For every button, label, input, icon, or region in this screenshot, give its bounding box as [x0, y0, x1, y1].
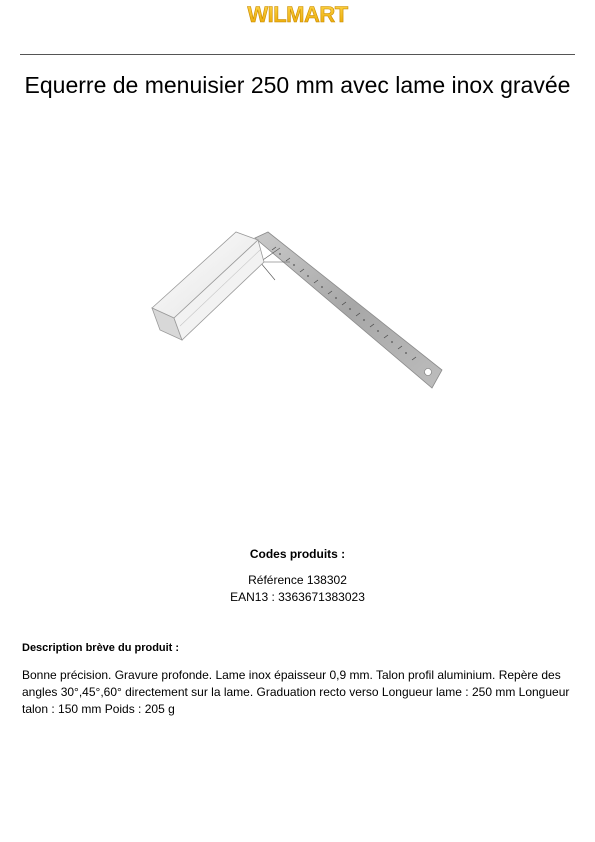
try-square-image [140, 220, 460, 410]
codes-heading: Codes produits : [249, 547, 346, 561]
svg-text:WILMART: WILMART [247, 2, 348, 26]
product-ean: EAN13 : 3363671383023 [230, 590, 365, 604]
product-title: Equerre de menuisier 250 mm avec lame inox gravée [24, 72, 571, 98]
description-text: Bonne précision. Gravure profonde. Lame inox épaisseur 0,9 mm. Talon profil aluminium. Repère des angles 30°,45°,60° directement sur la lame. Graduation recto verso Longueur lame : 250 mm Longueur talon : 150 mm Poids : 205 g [22, 668, 570, 716]
header-divider [20, 54, 575, 55]
description-heading: Description brève du produit : [22, 642, 180, 654]
wilmart-logo [229, 2, 366, 26]
product-reference: Référence 138302 [248, 573, 347, 587]
